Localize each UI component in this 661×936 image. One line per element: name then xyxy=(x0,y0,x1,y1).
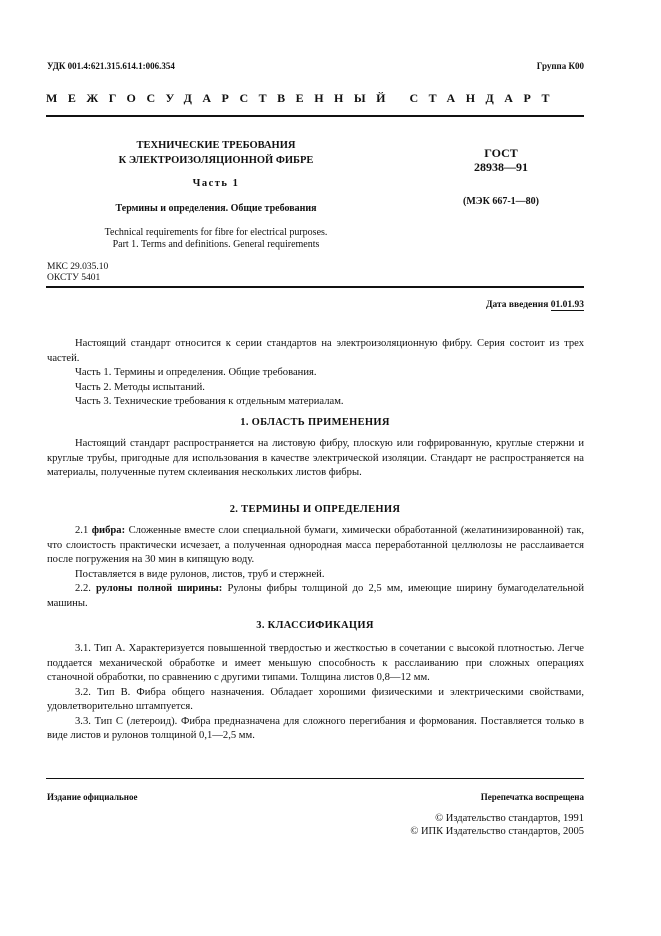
gost-code: 28938—91 xyxy=(474,160,528,174)
classification-codes xyxy=(47,262,108,284)
group-code: Группа К00 xyxy=(536,61,584,71)
intro-part-2: Часть 2. Методы испытаний. xyxy=(75,381,205,393)
term-fibre xyxy=(47,524,584,568)
header-line xyxy=(47,61,584,75)
copyright-2005: © ИПК Издательство стандартов, 2005 xyxy=(410,826,584,837)
term-fibre-label: фибра: xyxy=(91,525,126,536)
section-2-heading: 2. ТЕРМИНЫ И ОПРЕДЕЛЕНИЯ xyxy=(229,504,401,515)
part-label: Часть 1 xyxy=(192,178,240,189)
intro-paragraph: Настоящий стандарт относится к серии стандартов на электроизоляционную фибру. Серия состоит из трех частей. xyxy=(47,338,584,364)
copyright-block xyxy=(410,812,584,838)
scope-paragraph: Настоящий стандарт распространяется на листовую фибру, плоскую или гофрированную, круглые стержни и круглые трубы, пригодные для использования в качестве электрической изоляции. Стандарт не распространяется на материалы, полученные путем склеивания нескольких листов фибры. xyxy=(47,438,584,478)
section-2-body xyxy=(47,524,584,611)
mks-code: МКС 29.035.10 xyxy=(47,262,109,272)
copyright-1991: © Издательство стандартов, 1991 xyxy=(435,813,584,824)
section-3-heading: 3. КЛАССИФИКАЦИЯ xyxy=(256,620,374,631)
intro-section xyxy=(47,337,584,410)
header-divider xyxy=(46,286,584,288)
iec-reference: (МЭК 667-1—80) xyxy=(463,196,539,207)
gost-number xyxy=(416,146,586,174)
official-edition: Издание официальное xyxy=(47,792,138,802)
english-title-line-2: Part 1. Terms and definitions. General requirements xyxy=(112,239,320,250)
udk-code: УДК 001.4:621.315.614.1:006.354 xyxy=(47,61,175,71)
document-title xyxy=(46,138,386,168)
document-subtitle: Термины и определения. Общие требования xyxy=(115,203,317,214)
effective-date-label: Дата введения xyxy=(485,300,549,310)
supply-forms: Поставляется в виде рулонов, листов, труб и стержней. xyxy=(75,568,325,580)
type-a-paragraph: 3.1. Тип А. Характеризуется повышенной твердостью и жесткостью в сочетании с высокой плотностью. Легче поддается механической обработке и имеет меньшую способность к расслаиванию при сложных операциях станочной обработки, по сравнению с другими типами. Толщина листов 0,8—12 мм. xyxy=(47,643,584,683)
gost-label: ГОСТ xyxy=(484,146,518,160)
okstu-code: ОКСТУ 5401 xyxy=(47,273,101,283)
intro-part-3: Часть 3. Технические требования к отдельным материалам. xyxy=(75,396,344,407)
type-c-paragraph: 3.3. Тип С (летероид). Фибра предназначена для сложного перегибания и формования. Поставляется только в виде листов и рулонов толщиной 0,1—2,5 мм. xyxy=(47,715,584,741)
section-1-heading: 1. ОБЛАСТЬ ПРИМЕНЕНИЯ xyxy=(240,417,390,428)
term-rolls-definition: Рулоны фибры толщиной до 2,5 мм, имеющие ширину бумагоделательной машины. xyxy=(47,583,584,609)
term-rolls-number: 2.2. xyxy=(75,583,91,594)
top-divider xyxy=(46,115,584,117)
title-line-1: ТЕХНИЧЕСКИЕ ТРЕБОВАНИЯ xyxy=(136,140,296,151)
reprint-notice: Перепечатка воспрещена xyxy=(480,792,584,802)
term-rolls-label: рулоны полной ширины: xyxy=(96,583,223,594)
english-title xyxy=(46,227,386,251)
title-line-2: К ЭЛЕКТРОИЗОЛЯЦИОННОЙ ФИБРЕ xyxy=(118,155,314,166)
english-title-line-1: Technical requirements for fibre for electrical purposes. xyxy=(104,227,328,238)
effective-date xyxy=(486,300,584,310)
standard-banner: МЕЖГОСУДАРСТВЕННЫЙ СТАНДАРТ xyxy=(46,91,560,105)
term-fibre-definition: Сложенные вместе слои специальной бумаги, химически обработанной (желатинизированной) так, что слоистость практически исчезает, а полученная однородная масса переработанной целлюлозы не расслаивается после погружения на 30 мин в кипящую воду. xyxy=(47,525,584,565)
term-fibre-number: 2.1 xyxy=(75,525,89,536)
intro-part-1: Часть 1. Термины и определения. Общие требования. xyxy=(75,367,317,378)
effective-date-value: 01.01.93 xyxy=(550,300,584,310)
footer-divider xyxy=(46,778,584,779)
section-1-body xyxy=(47,437,584,481)
term-full-width-rolls xyxy=(47,582,584,611)
section-3-body xyxy=(47,642,584,744)
type-b-paragraph: 3.2. Тип В. Фибра общего назначения. Обладает хорошими физическими и электрическими свойствами, удовлетворительно штампуется. xyxy=(47,686,584,712)
